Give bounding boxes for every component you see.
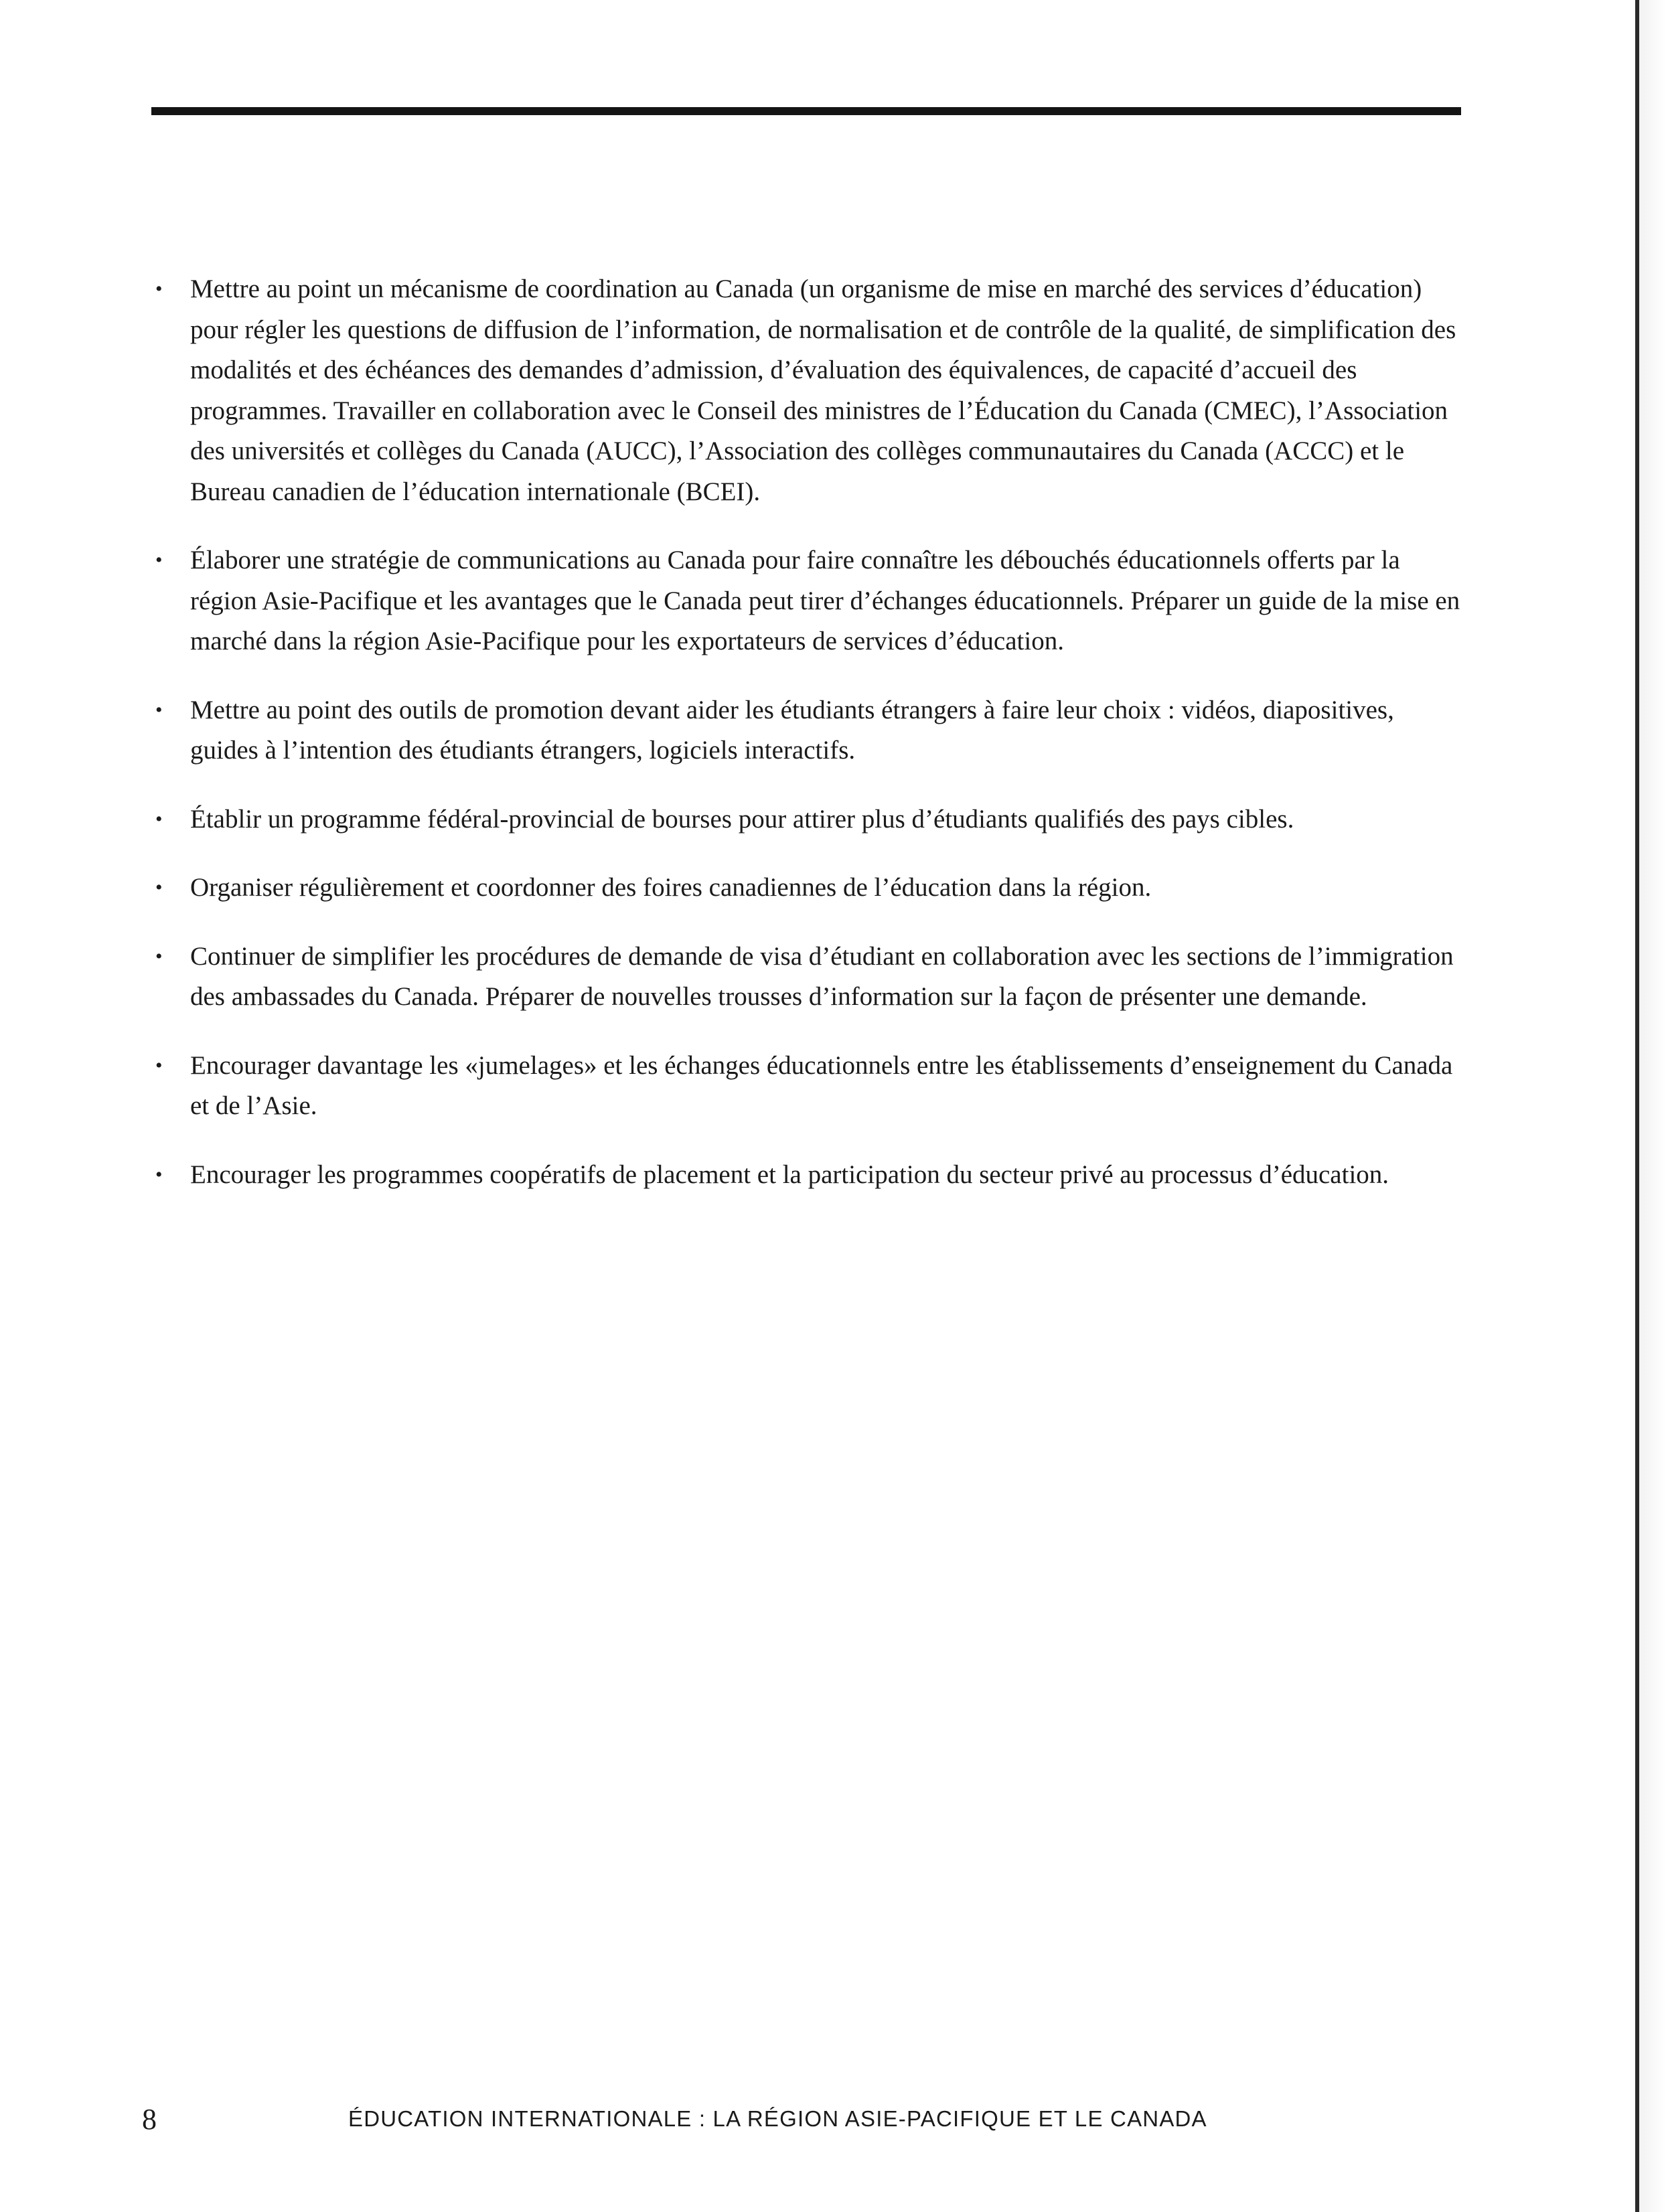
list-item [155,690,1461,771]
bullet-icon: • [155,807,163,830]
list-item-text: Continuer de simplifier les procédures de demande de visa d’étudiant en collaboration avec les sections de l’immigration des ambassades du Canada. Préparer de nouvelles trousses d’information sur la façon de présenter une demande. [190,941,1454,1011]
list-item-text: Établir un programme fédéral-provincial de bourses pour attirer plus d’étudiants qualifiés des pays cibles. [190,804,1294,834]
list-item [155,937,1461,1018]
bullet-icon: • [155,549,163,571]
bullet-icon: • [155,278,163,300]
bullet-icon: • [155,1163,163,1186]
list-item [155,1155,1461,1196]
recommendation-list [155,269,1461,1223]
list-item-text: Mettre au point des outils de promotion devant aider les étudiants étrangers à faire leur choix : vidéos, diapositives, guides à l’intention des étudiants étrangers, logiciels interactifs. [190,695,1394,765]
list-item-text: Organiser régulièrement et coordonner des foires canadiennes de l’éducation dans la région. [190,873,1152,902]
bullet-icon: • [155,698,163,721]
list-item [155,540,1461,662]
list-item-text: Élaborer une stratégie de communications au Canada pour faire connaître les débouchés éducationnels offerts par la région Asie-Pacifique et les avantages que le Canada peut tirer d’échanges éducationnels. Préparer un guide de la mise en marché dans la région Asie-Pacifique pour les exportateurs de services d’éducation. [190,546,1460,655]
bullet-icon: • [155,945,163,967]
list-item [155,1046,1461,1127]
page-number: 8 [142,2103,157,2136]
top-horizontal-rule [151,107,1461,115]
list-item-text: Mettre au point un mécanisme de coordination au Canada (un organisme de mise en marché des services d’éducation) pour régler les questions de diffusion de l’information, de normalisation et de contrôle de la qualité, de simplification des modalités et des échéances des demandes d’admission, d’évaluation des équivalences, de capacité d’accueil des programmes. Travailler en collaboration avec le Conseil des ministres de l’Éducation du Canada (CMEC), l’Association des universités et collèges du Canada (AUCC), l’Association des collèges communautaires du Canada (ACCC) et le Bureau canadien de l’éducation internationale (BCEI). [190,274,1456,506]
bullet-icon: • [155,876,163,898]
running-footer-title: ÉDUCATION INTERNATIONALE : LA RÉGION ASIE-PACIFIQUE ET LE CANADA [348,2106,1207,2131]
list-item-text: Encourager les programmes coopératifs de placement et la participation du secteur privé au processus d’éducation. [190,1160,1389,1189]
list-item [155,269,1461,512]
bullet-icon: • [155,1054,163,1077]
scan-edge-border [1635,0,1666,2212]
list-item [155,799,1461,840]
list-item [155,868,1461,908]
list-item-text: Encourager davantage les «jumelages» et les échanges éducationnels entre les établissements d’enseignement du Canada et de l’Asie. [190,1050,1453,1120]
